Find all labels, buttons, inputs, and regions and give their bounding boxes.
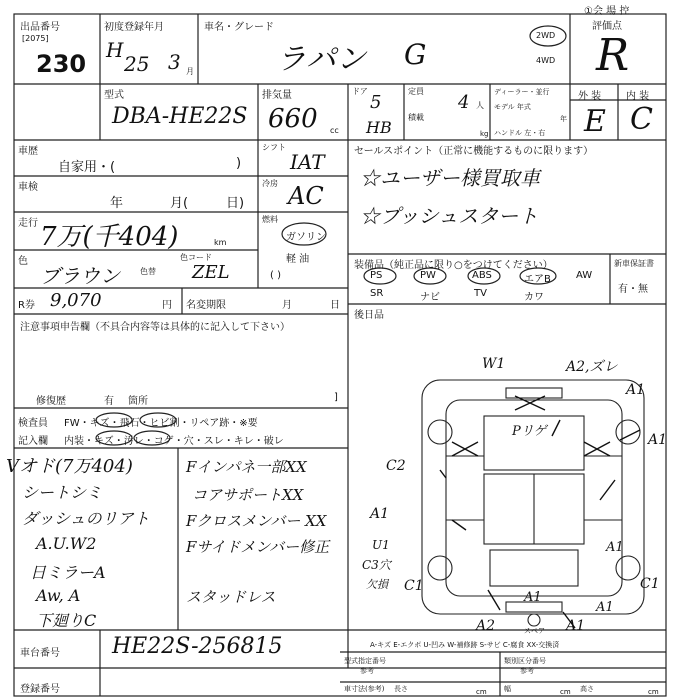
inspector-note-left-6: Aw, A <box>36 586 81 605</box>
name-change-day: 日 <box>330 300 340 311</box>
inspector-note-right-3: Fクロスメンバー XX <box>186 512 327 530</box>
diagram-mark: A1 <box>596 600 614 615</box>
repair-close: ] <box>334 392 338 403</box>
car-name-label: 車名・グレード <box>204 22 274 33</box>
class-number-sub: 参考 <box>520 667 534 675</box>
door-label: ドア <box>352 87 368 96</box>
diagram-mark: A2,ズレ <box>566 359 618 375</box>
diagram-mark: A1 <box>648 432 668 448</box>
inspector-note-right-4: Fサイドメンバー修正 <box>186 538 330 556</box>
ac-value: AC <box>288 182 324 210</box>
color-label: 色 <box>18 256 28 267</box>
equipment-abs: ABS <box>472 270 492 281</box>
registration-month-unit: 月 <box>186 67 194 76</box>
damage-legend: A-キズ E-エクボ U-凹み W-補修跡 S-サビ C-腐食 XX-交換済 <box>370 641 560 649</box>
fuel-label: 燃料 <box>262 215 278 224</box>
name-change-label: 名変期限 <box>186 300 226 311</box>
inspector-note-right-6: スタッドレス <box>186 588 276 606</box>
fuel-other: ( ) <box>270 270 281 281</box>
sheet-copy-label: ①会 場 控 <box>584 6 630 17</box>
registration-number-label: 登録番号 <box>20 684 60 695</box>
inspection-day: 日) <box>226 196 245 211</box>
inspector-note-left-3: ダッシュのリアト <box>22 509 150 528</box>
diagram-spare-label: スペア <box>524 627 545 635</box>
equipment-label: 装備品（純正品に限り○をつけてください） <box>354 260 553 271</box>
shift-value: IAT <box>290 150 325 174</box>
diagram-mark: C1 <box>640 576 660 592</box>
recycle-value: 9,070 <box>50 290 102 311</box>
diagram-mark: W1 <box>482 356 506 372</box>
equipment-tv: TV <box>474 288 487 299</box>
displacement-unit: cc <box>330 126 339 135</box>
diagram-mark: A1 <box>524 590 542 605</box>
diagram-mark: C1 <box>404 578 424 594</box>
warranty-value: 有・無 <box>618 284 648 295</box>
diagram-mark: A1 <box>606 540 624 555</box>
capacity-value: 4 <box>458 92 470 113</box>
equipment-pw: PW <box>420 270 436 281</box>
car-grade: G <box>404 38 427 71</box>
diagram-mark: C2 <box>386 458 406 474</box>
registration-month: 3 <box>168 50 181 74</box>
height-label: 高さ <box>580 685 594 693</box>
history-label: 車歴 <box>18 146 38 157</box>
fuel-gasoline: ガソリン <box>286 232 326 243</box>
recycle-label: R券 <box>18 300 35 311</box>
height-unit: cm <box>648 688 659 696</box>
history-close: ) <box>236 156 242 171</box>
lot-number: 230 <box>36 50 87 78</box>
diagram-mark: A2 <box>476 618 496 634</box>
mileage-unit: km <box>214 238 227 247</box>
cargo-unit: kg <box>480 130 489 138</box>
class-number-label: 類別区分番号 <box>504 657 546 665</box>
inspector-note-left-7: 下廻りC <box>36 611 97 630</box>
equipment-aw: AW <box>576 270 593 281</box>
chassis-number: HE22S-256815 <box>112 634 283 659</box>
type-designation-label: 型式指定番号 <box>344 657 386 665</box>
cargo-label: 積載 <box>408 113 424 122</box>
capacity-label: 定員 <box>408 87 424 96</box>
car-name: ラパン <box>276 42 366 77</box>
length-unit: cm <box>476 688 487 696</box>
interior-label: 内 装 <box>626 91 650 102</box>
model-value: DBA-HE22S <box>112 104 248 129</box>
registration-era: H <box>106 38 124 62</box>
body-type: HB <box>366 118 392 137</box>
equipment-leather: カワ <box>524 292 544 303</box>
displacement-label: 排気量 <box>262 90 292 101</box>
inspector-note-right-1: Fインパネ一部XX <box>186 458 307 476</box>
fuel-diesel: 軽 油 <box>286 254 310 265</box>
repair-history-value: 有 <box>104 396 114 407</box>
sales-point-1: ☆ユーザー様買取車 <box>360 166 540 190</box>
inspector-entry-label: 記入欄 <box>18 436 48 447</box>
inspector-note-right-2: コアサポートXX <box>192 486 304 504</box>
interior-grade: C <box>630 102 653 137</box>
diagram-mark: U1 <box>372 538 390 552</box>
drive-4wd: 4WD <box>536 56 556 65</box>
history-value: 自家用・( <box>58 160 116 175</box>
inspector-options-interior: 内装・キズ・汚レ・コゲ・穴・スレ・キレ・破レ <box>64 436 284 447</box>
diagram-mark: C3穴 <box>362 558 391 572</box>
capacity-unit: 人 <box>476 101 484 110</box>
dealer-label: ディーラー・並行 <box>494 88 550 96</box>
equipment-ps: PS <box>370 270 383 281</box>
diagram-mark: Pリゲ <box>512 424 547 439</box>
color-value: ブラウン <box>40 264 120 288</box>
drive-2wd: 2WD <box>536 31 556 40</box>
lot-number-label: 出品番号 <box>20 22 60 33</box>
width-unit: cm <box>560 688 571 696</box>
name-change-month: 月 <box>282 300 292 311</box>
shift-label: シフト <box>262 143 286 152</box>
type-designation-sub: 参考 <box>360 667 374 675</box>
inspector-note-left-2: シートシミ <box>22 483 103 502</box>
score-label: 評価点 <box>592 21 622 32</box>
notes-label: 注意事項申告欄（不具合内容等は具体的に記入して下さい） <box>20 322 290 333</box>
model-label: 型式 <box>104 90 124 101</box>
equipment-navi: ナビ <box>420 292 440 303</box>
exterior-label: 外 装 <box>578 91 602 102</box>
year-unit: 年 <box>560 115 567 123</box>
color-change-label: 色替 <box>140 267 156 276</box>
sales-point-2: ☆プッシュスタート <box>360 204 539 228</box>
size-label: 車寸法(参考) <box>344 685 385 693</box>
chassis-number-label: 車台番号 <box>20 648 60 659</box>
color-code: ZEL <box>192 262 230 283</box>
repair-history-label: 修復歴 <box>36 396 66 407</box>
registration-label: 初度登録年月 <box>104 22 164 33</box>
lot-sub-code: [2075] <box>22 34 49 43</box>
width-label: 幅 <box>504 685 511 693</box>
door-count: 5 <box>370 92 382 113</box>
sales-point-label: セールスポイント（正常に機能するものに限ります） <box>354 146 594 157</box>
equipment-airbag: エアB <box>524 274 551 285</box>
color-code-label: 色コード <box>180 253 212 262</box>
displacement-value: 660 <box>268 104 318 134</box>
inspector-options-exterior: FW・キズ・飛石・ヒビ割・リペア跡・※要 <box>64 418 258 429</box>
diagram-mark: A1 <box>626 382 646 398</box>
inspection-year: 年 <box>110 196 124 211</box>
post-delivery-label: 後日品 <box>354 310 384 321</box>
mileage-value: 7万(千404) <box>40 222 179 252</box>
equipment-sr: SR <box>370 288 384 299</box>
diagram-mark: 欠損 <box>366 578 388 591</box>
ac-label: 冷房 <box>262 179 278 188</box>
warranty-label: 新車保証書 <box>614 259 654 268</box>
recycle-unit: 円 <box>162 300 172 311</box>
diagram-mark: A1 <box>370 506 390 522</box>
inspector-note-left-5: 日ミラーA <box>30 563 106 582</box>
repair-place-label: 箇所 <box>128 396 148 407</box>
exterior-grade: E <box>584 104 606 139</box>
model-year-label: モデル 年式 <box>494 103 531 111</box>
length-label: 長さ <box>394 685 408 693</box>
mileage-label: 走行 <box>18 218 38 229</box>
registration-year: 25 <box>124 52 150 76</box>
inspector-note-left-4: A.U.W2 <box>36 534 97 553</box>
inspector-label: 検査員 <box>18 418 48 429</box>
diagram-mark: A1 <box>566 618 586 634</box>
inspection-month: 月( <box>170 196 189 211</box>
inspector-note-left-1: Vオド(7万404) <box>6 456 133 477</box>
inspection-label: 車検 <box>18 182 38 193</box>
handle-label: ハンドル 左・右 <box>494 129 546 137</box>
score-value: R <box>596 30 630 81</box>
